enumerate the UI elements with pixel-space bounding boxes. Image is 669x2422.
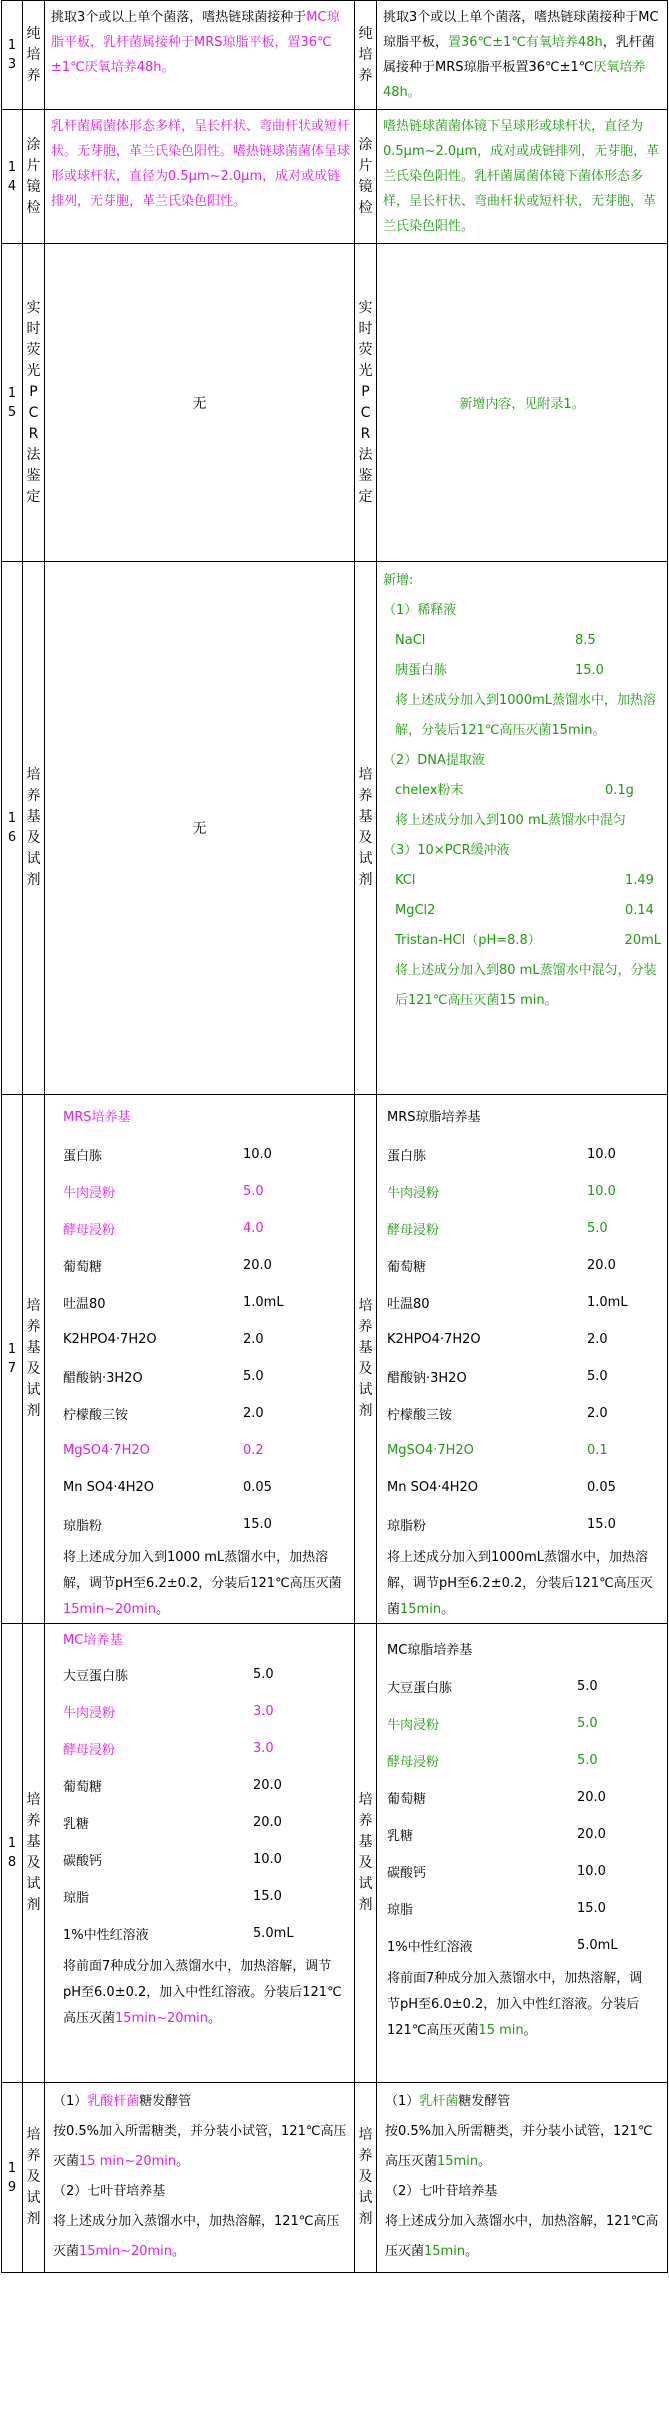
row-number: 1 6 [2, 562, 23, 1095]
table-row [2, 1, 668, 110]
new-content-cell: 新增内容，见附录1。 [377, 244, 668, 562]
table-row [2, 244, 668, 562]
row-label: 培 养 基 及 试 剂 [355, 1095, 377, 1624]
old-content-cell: 乳杆菌属菌体形态多样，呈长杆状、弯曲杆状或短杆状。无芽胞，革兰氏染色阳性。嗜热链球菌菌体呈球形或球杆状，直径为0.5μm~2.0μm，成对或成链排列，无芽胞，革兰氏染色阳性。 [45, 110, 355, 244]
row-label: 纯 培 养 [355, 1, 377, 110]
new-content-cell: （1）乳杆菌糖发酵管 按0.5%加入所需糖类，并分装小试管，121℃高压灭菌15min。 （2）七叶苷培养基 将上述成分加入蒸馏水中，加热溶解，121℃高压灭菌15min。 [377, 2083, 668, 2273]
row-label: 涂 片 镜 检 [355, 110, 377, 244]
row-label: 培 养 基 及 试 剂 [23, 1624, 45, 2083]
new-content-cell: MC琼脂培养基 大豆蛋白胨 5.0 牛肉浸粉 5.0 酵母浸粉 5.0 葡萄糖 20.0 乳糖 20.0 碳酸钙 10.0 琼脂 15.0 1%中性红溶液 5.0mL 将前面7种成分加入蒸馏水中，加热溶解，调节pH至6.0±0.2，加入中性红溶液。分装后121℃高压灭菌15 min。 [377, 1624, 668, 2083]
new-content-cell: MRS琼脂培养基 蛋白胨 10.0 牛肉浸粉 10.0 酵母浸粉 5.0 葡萄糖 20.0 吐温80 1.0mL K2HPO4·7H2O 2.0 醋酸钠·3H2O 5.0 柠檬酸三铵 2.0 MgSO4·7H2O 0.1 Mn SO4·4H2O 0.05 琼脂粉 15.0 将上述成分加入到1000mL蒸馏水中，加热溶解，调节pH至6.2±0.2，分装后121℃高压灭菌15min。 [377, 1095, 668, 1624]
new-content-cell: 挑取3个或以上单个菌落，嗜热链球菌接种于MC琼脂平板，置36℃±1℃有氧培养48h，乳杆菌属接种于MRS琼脂平板置36℃±1℃厌氧培养48h。 [377, 1, 668, 110]
row-number: 1 4 [2, 110, 23, 244]
new-content-cell: 嗜热链球菌菌体镜下呈球形或球杆状，直径为0.5μm~2.0μm，成对或成链排列，无芽胞，革兰氏染色阳性。乳杆菌属菌体镜下菌体形态多样，呈长杆状、弯曲杆状或短杆状，无芽胞，革兰氏染色阳性。 [377, 110, 668, 244]
row-label: 培 养 及 试 剂 [23, 2083, 45, 2273]
row-label: 实 时 荧 光 P C R 法 鉴 定 [23, 244, 45, 562]
old-content-cell: 无 [45, 244, 355, 562]
row-number: 1 9 [2, 2083, 23, 2273]
old-content-cell: 挑取3个或以上单个菌落，嗜热链球菌接种于MC琼脂平板，乳杆菌属接种于MRS琼脂平板，置36℃±1℃厌氧培养48h。 [45, 1, 355, 110]
row-label: 纯 培 养 [23, 1, 45, 110]
old-content-cell: （1）乳酸杆菌糖发酵管 按0.5%加入所需糖类，并分装小试管，121℃高压灭菌15 min~20min。 （2）七叶苷培养基 将上述成分加入蒸馏水中，加热溶解，121℃高压灭菌15min~20min。 [45, 2083, 355, 2273]
row-number: 1 5 [2, 244, 23, 562]
row-number: 1 8 [2, 1624, 23, 2083]
row-label: 培 养 基 及 试 剂 [355, 1624, 377, 2083]
row-label: 培 养 基 及 试 剂 [23, 1095, 45, 1624]
table-row [2, 2083, 668, 2273]
old-content-cell: 无 [45, 562, 355, 1095]
row-label: 涂 片 镜 检 [23, 110, 45, 244]
table-row [2, 110, 668, 244]
table-row [2, 562, 668, 1095]
table-row [2, 1095, 668, 1624]
row-label: 培 养 及 试 剂 [355, 2083, 377, 2273]
old-content-cell: MC培养基 大豆蛋白胨 5.0 牛肉浸粉 3.0 酵母浸粉 3.0 葡萄糖 20.0 乳糖 20.0 碳酸钙 10.0 琼脂 15.0 1%中性红溶液 5.0mL 将前面7种成分加入蒸馏水中，加热溶解，调节pH至6.0±0.2，加入中性红溶液。分装后121℃高压灭菌15min~20min。 [45, 1624, 355, 2083]
table-row [2, 1624, 668, 2083]
new-content-cell: 新增: （1）稀释液 NaCl 8.5 胰蛋白胨 15.0 将上述成分加入到1000mL蒸馏水中，加热溶解，分装后121℃高压灭菌15min。 （2）DNA提取液 chelex粉末 0.1g 将上述成分加入到100 mL蒸馏水中混匀 （3）10×PCR缓冲液 KCl 1.49 MgCl2 0.14 Tristan-HCl（pH=8.8） 20mL 将上述成分加入到80 mL蒸馏水中混匀，分装后121℃高压灭菌15 min。 [377, 562, 668, 1095]
old-content-cell: MRS培养基 蛋白胨 10.0 牛肉浸粉 5.0 酵母浸粉 4.0 葡萄糖 20.0 吐温80 1.0mL K2HPO4·7H2O 2.0 醋酸钠·3H2O 5.0 柠檬酸三铵 2.0 MgSO4·7H2O 0.2 Mn SO4·4H2O 0.05 琼脂粉 15.0 将上述成分加入到1000 mL蒸馏水中，加热溶解，调节pH至6.2±0.2，分装后121℃高压灭菌15min~20min。 [45, 1095, 355, 1624]
row-label: 培 养 基 及 试 剂 [355, 562, 377, 1095]
row-number: 1 3 [2, 1, 23, 110]
row-label: 实 时 荧 光 P C R 法 鉴 定 [355, 244, 377, 562]
row-number: 1 7 [2, 1095, 23, 1624]
row-label: 培 养 基 及 试 剂 [23, 562, 45, 1095]
comparison-table [1, 0, 668, 2273]
